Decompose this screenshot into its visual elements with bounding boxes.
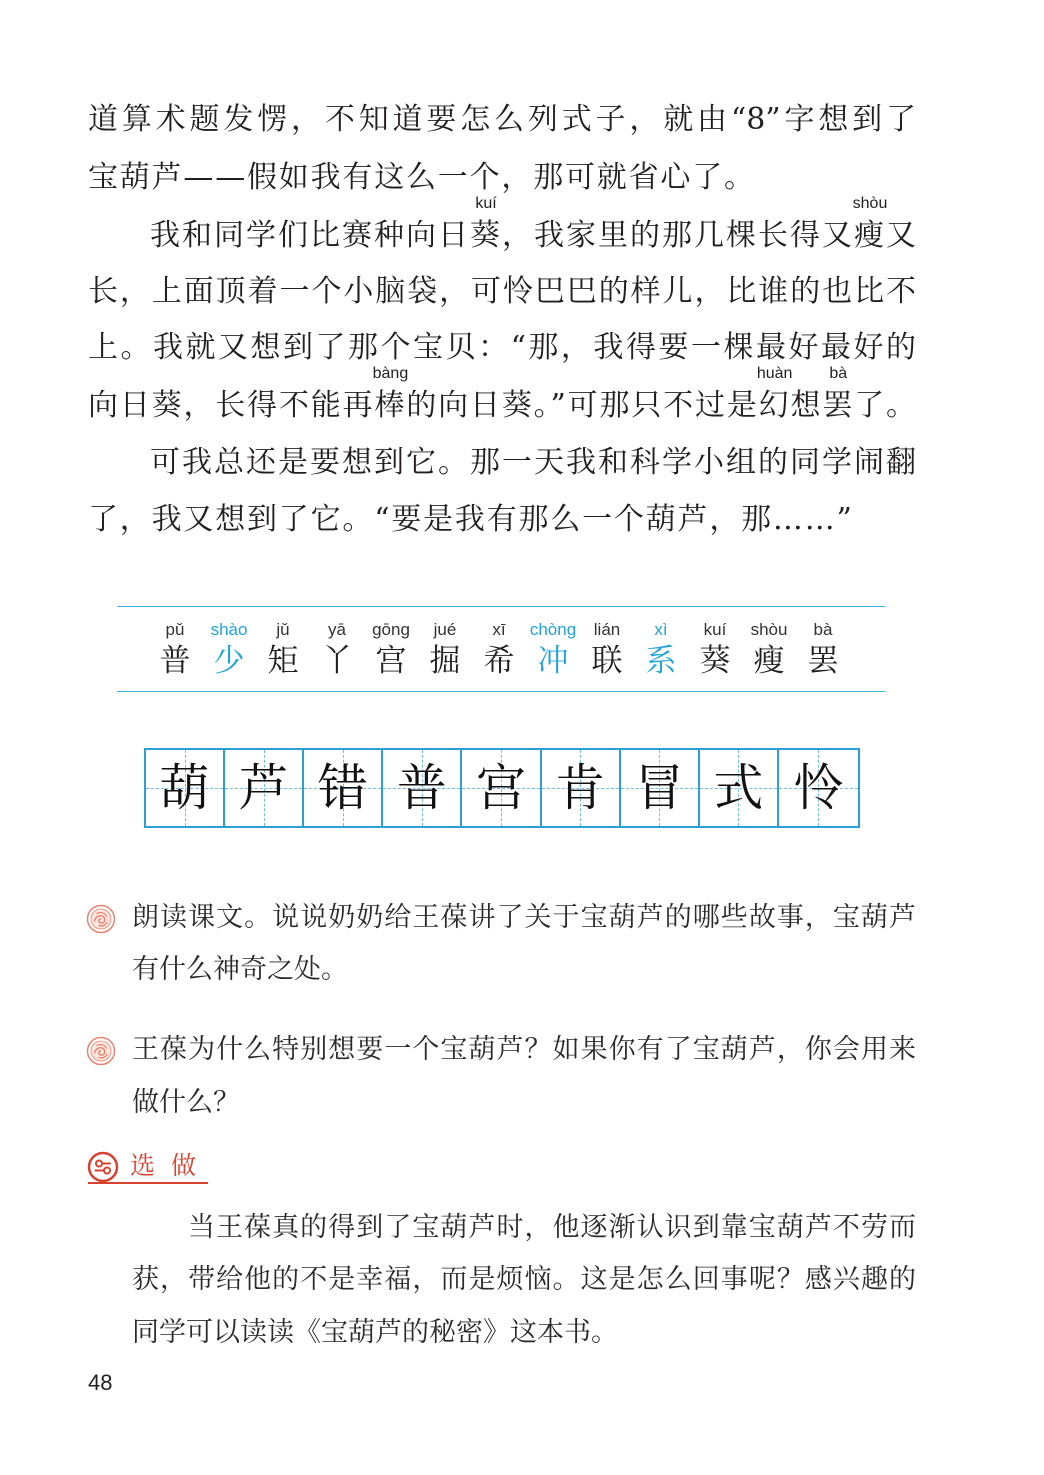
optional-line-3: 同学可以读读《宝葫芦的秘密》这本书。: [132, 1317, 618, 1348]
text-run: 道算术题发愣，不知道要怎么列式子，就由“8”字想到了: [88, 102, 916, 137]
text-run: 可我总还是要想到它。那一天我和科学小组的同学闹翻: [150, 445, 916, 480]
new-char-pinyin: kuí: [703, 620, 727, 639]
new-char-item: [148, 620, 202, 681]
text-run: 了，我又想到了它。“要是我有那么一个葫芦，那……”: [88, 502, 854, 537]
passage-line: [88, 272, 916, 312]
new-char-item: [526, 620, 580, 681]
annotated-char: [852, 195, 888, 253]
writing-char: 怜: [793, 759, 844, 817]
text-run: 了。: [854, 388, 917, 423]
writing-char: 式: [713, 759, 764, 817]
writing-grid-cell: [304, 750, 383, 826]
writing-grid-cell: [621, 750, 700, 826]
new-char-item: [472, 620, 526, 681]
new-char-item: [310, 620, 364, 681]
exercise-1-line-2: 有什么神奇之处。: [132, 954, 348, 985]
pinyin-annotation: kuí: [475, 195, 497, 212]
pinyin-annotation: bàng: [372, 365, 409, 382]
pinyin-annotation: bà: [829, 365, 848, 382]
pinyin-annotation: huàn: [756, 365, 793, 382]
text-run: 上。我就又想到了那个宝贝：“那，我得要一棵最好最好的: [88, 330, 916, 365]
new-char-item: [688, 620, 742, 681]
annotated-char-text: 瘦: [854, 218, 886, 253]
new-char-item: [742, 620, 796, 681]
writing-grid-cell: [383, 750, 462, 826]
new-char-item: [418, 620, 472, 681]
exercise-1-line-1: 朗读课文。说说奶奶给王葆讲了关于宝葫芦的哪些故事，宝葫芦: [132, 902, 916, 933]
writing-char: 普: [396, 759, 447, 817]
new-char: 少: [213, 643, 245, 679]
passage-line: [150, 443, 916, 483]
text-run: 宝葫芦——假如我有这么一个，那可就省心了。: [88, 160, 756, 195]
writing-grid-cell: [700, 750, 779, 826]
passage-line: [88, 365, 917, 426]
text-run: 想: [790, 388, 823, 423]
new-char-pinyin: gōng: [372, 620, 410, 639]
new-char-pinyin: chòng: [529, 620, 577, 639]
writing-char: 芦: [238, 759, 289, 817]
new-char-pinyin: shào: [210, 620, 248, 639]
new-char-item: [256, 620, 310, 681]
writing-grid-cell: [225, 750, 304, 826]
new-char-item: [202, 620, 256, 681]
swirl-badge-icon: [86, 1036, 116, 1066]
optional-underline: [88, 1182, 208, 1184]
pinyin-annotation: shòu: [852, 195, 888, 212]
new-char-pinyin: jué: [433, 620, 457, 639]
writing-grid-cell: [462, 750, 541, 826]
optional-line-2: 获，带给他的不是幸福，而是烦恼。这是怎么回事呢？感兴趣的: [132, 1264, 916, 1295]
passage-line: [88, 100, 916, 140]
text-run: 的向日葵。”可那只不过是: [406, 388, 759, 423]
annotated-char: [756, 365, 793, 423]
new-char: 罢: [807, 643, 839, 679]
new-char: 系: [645, 643, 677, 679]
annotated-char: [822, 365, 855, 423]
writing-grid-cell: [779, 750, 858, 826]
annotated-char: [372, 365, 409, 423]
writing-grid: [144, 748, 860, 828]
passage-line: [88, 500, 916, 540]
annotated-char-text: 棒: [374, 388, 407, 423]
exercise-2-line-1: 王葆为什么特别想要一个宝葫芦？如果你有了宝葫芦，你会用来: [132, 1034, 916, 1065]
writing-char: 肯: [555, 759, 606, 817]
new-char-pinyin: shòu: [750, 620, 788, 639]
new-chars-bottom-rule: [117, 691, 885, 692]
annotated-char-text: 幻: [758, 388, 791, 423]
page-number: 48: [88, 1370, 113, 1395]
new-char-item: [364, 620, 418, 681]
new-char: 冲: [537, 643, 569, 679]
exercise-2-line-2: 做什么？: [132, 1087, 240, 1118]
new-chars-row: [148, 620, 850, 681]
annotated-char-text: 罢: [822, 388, 855, 423]
new-char: 联: [591, 643, 623, 679]
optional-line-1: 当王葆真的得到了宝葫芦时，他逐渐认识到靠宝葫芦不劳而: [188, 1212, 916, 1243]
annotated-char: [470, 195, 502, 253]
writing-char: 错: [317, 759, 368, 817]
new-char-pinyin: lián: [593, 620, 621, 639]
new-char-pinyin: yā: [328, 620, 346, 639]
new-char: 掘: [429, 643, 461, 679]
new-char: 葵: [699, 643, 731, 679]
writing-grid-cell: [146, 750, 225, 826]
text-run: 我和同学们比赛种向日: [150, 218, 470, 253]
new-char: 丫: [321, 643, 353, 679]
text-run: 向日葵，长得不能再: [88, 388, 375, 423]
optional-label: 选 做: [130, 1151, 200, 1180]
text-run: 长，上面顶着一个小脑袋，可怜巴巴的样儿，比谁的也比不: [88, 274, 916, 309]
new-char-pinyin: xì: [654, 620, 668, 639]
passage-line: [150, 195, 916, 256]
writing-char: 宫: [475, 759, 526, 817]
swirl-badge-icon: [86, 904, 116, 934]
new-char-item: [580, 620, 634, 681]
new-char: 普: [159, 643, 191, 679]
optional-task-icon: [87, 1151, 119, 1183]
new-char-item: [796, 620, 850, 681]
new-char-pinyin: jǔ: [276, 620, 290, 639]
writing-char: 葫: [159, 759, 210, 817]
passage-line: [88, 328, 916, 368]
writing-grid-cell: [542, 750, 621, 826]
text-run: 又: [886, 218, 916, 253]
new-char-pinyin: xī: [492, 620, 506, 639]
new-char-item: [634, 620, 688, 681]
new-char-pinyin: bà: [813, 620, 833, 639]
new-char: 瘦: [753, 643, 785, 679]
new-chars-top-rule: [117, 606, 885, 607]
text-run: ，我家里的那几棵长得又: [502, 218, 854, 253]
passage-line: [88, 158, 916, 198]
annotated-char-text: 葵: [470, 218, 502, 253]
new-char: 宫: [375, 643, 407, 679]
new-char: 矩: [267, 643, 299, 679]
new-char: 希: [483, 643, 515, 679]
writing-char: 冒: [634, 759, 685, 817]
new-char-pinyin: pǔ: [165, 620, 185, 639]
